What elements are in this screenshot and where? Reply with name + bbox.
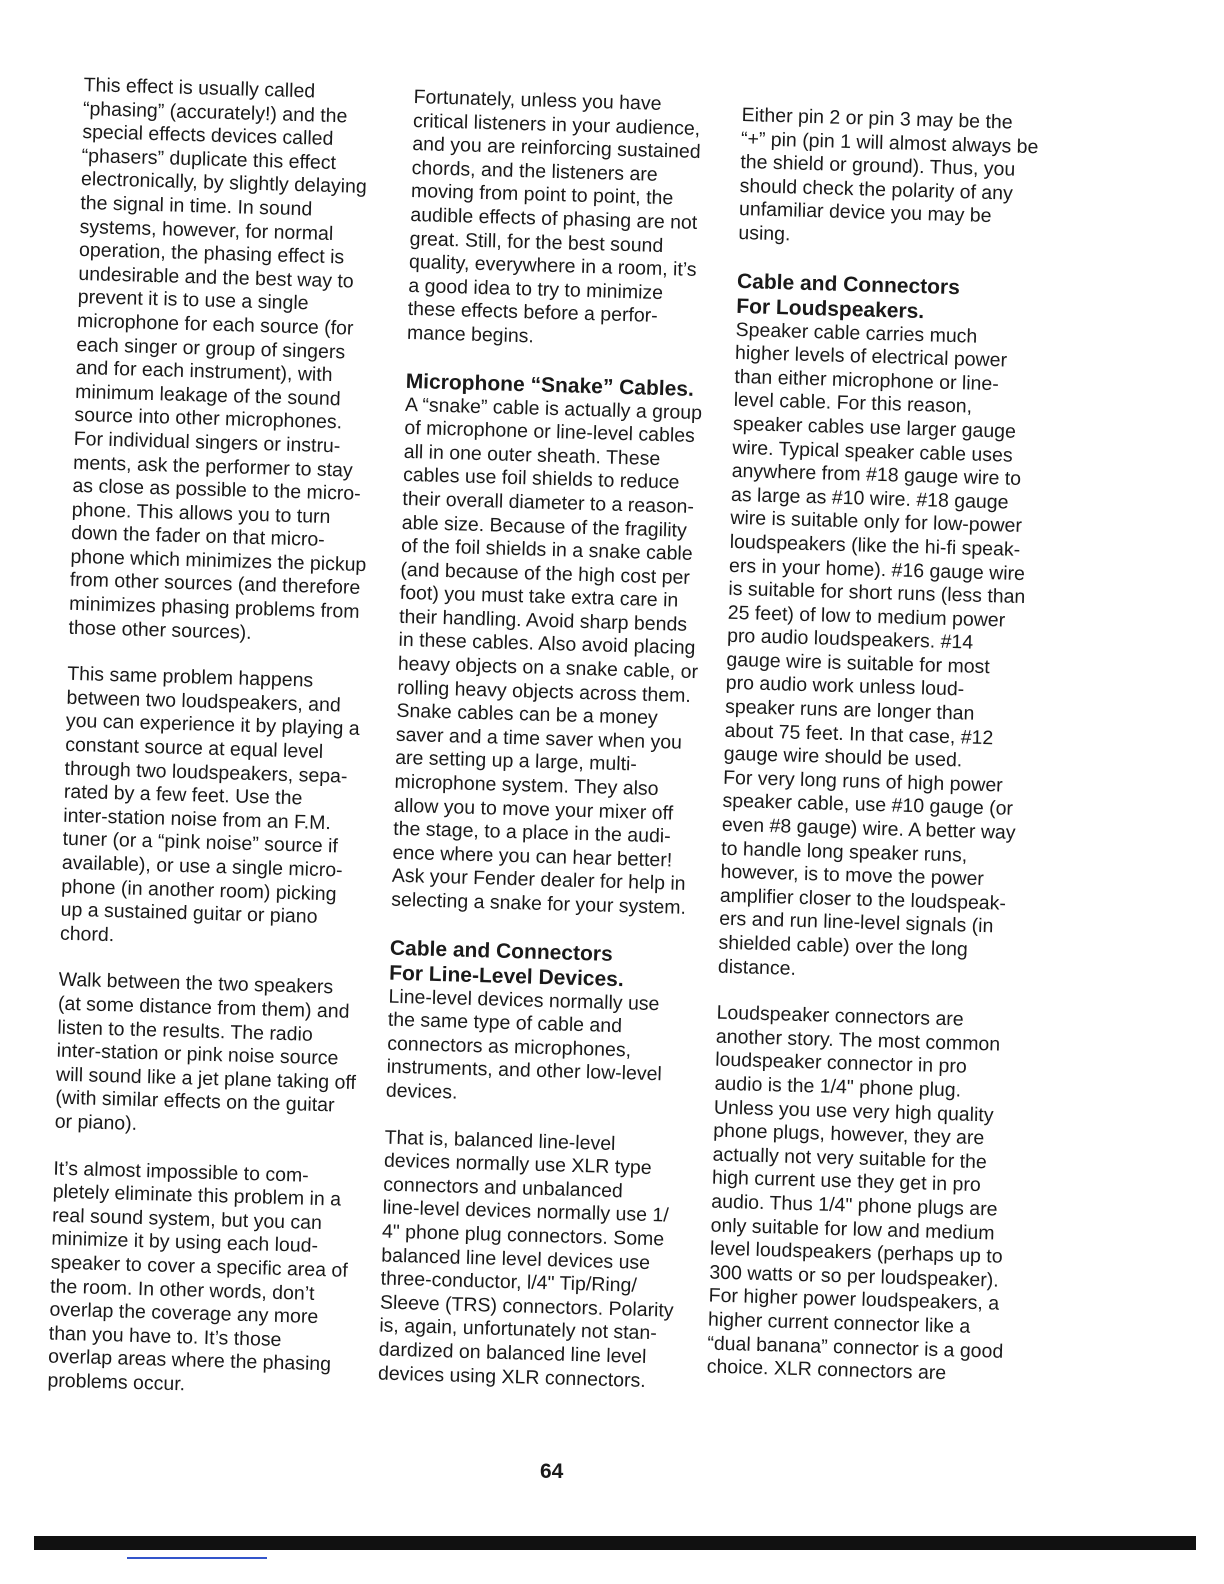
text-line: pletely eliminate this problem in a — [52, 1180, 342, 1211]
section-heading: Cable and Connectors — [736, 269, 961, 299]
section-heading: Cable and Connectors — [389, 936, 614, 966]
text-line: (at some distance from them) and — [57, 992, 350, 1023]
text-line: connectors and unbalanced — [383, 1173, 624, 1203]
text-line: higher current connector like a — [707, 1308, 971, 1338]
text-line: 300 watts or so per loudspeaker). — [709, 1261, 999, 1292]
text-line: higher levels of electrical power — [734, 342, 1008, 372]
text-line: able size. Because of the fragility — [401, 511, 688, 542]
text-line: is, again, unfortunately not stan- — [379, 1314, 658, 1345]
text-line: pro audio work unless loud- — [725, 672, 965, 701]
text-line: amplifier closer to the loudspeak- — [719, 884, 1007, 915]
text-line: rolling heavy objects across them. — [396, 676, 692, 707]
text-line: This effect is usually called — [83, 74, 316, 103]
text-line: line-level devices normally use 1/ — [382, 1196, 669, 1227]
text-line: devices using XLR connectors. — [377, 1362, 646, 1392]
text-line: however, is to move the power — [720, 860, 985, 891]
text-line: “phasers” duplicate this effect — [81, 144, 337, 174]
text-line: gauge wire should be used. — [723, 743, 963, 772]
page-number: 64 — [540, 1460, 564, 1483]
text-line: heavy objects on a snake cable, or — [397, 652, 699, 684]
text-line: ence where you can hear better! — [392, 841, 673, 872]
text-line: available), or use a single micro- — [61, 851, 343, 882]
text-line: real sound system, but you can — [51, 1204, 323, 1234]
text-line: these effects before a perfor- — [407, 298, 659, 328]
text-line: balanced line level devices use — [381, 1244, 651, 1274]
text-line: wire. Typical speaker cable uses — [732, 436, 1013, 467]
text-line: allow you to move your mixer off — [393, 794, 674, 825]
text-line: than either microphone or line- — [734, 365, 1000, 396]
text-line: speaker cables use larger gauge — [732, 412, 1017, 443]
text-line: of microphone or line-level cables — [404, 416, 696, 448]
text-line: quality, everywhere in a room, it’s — [408, 251, 697, 282]
text-line: foot) you must take extra care in — [399, 582, 679, 612]
text-line: microphone system. They also — [394, 770, 659, 801]
text-line: devices. — [385, 1079, 458, 1104]
text-line: undesirable and the best way to — [78, 262, 354, 293]
text-line: cables use foil shields to reduce — [402, 464, 680, 494]
text-line: those other sources). — [68, 616, 252, 644]
text-line: between two loudspeakers, and — [66, 686, 342, 717]
text-line: the same type of cable and — [387, 1008, 623, 1038]
text-line: gauge wire is suitable for most — [726, 648, 991, 679]
text-line: “dual banana” connector is a good — [707, 1332, 1004, 1363]
text-line: inter-station or pink noise source — [56, 1039, 339, 1070]
text-line: systems, however, for normal — [79, 215, 334, 245]
text-line: listen to the results. The radio — [57, 1016, 314, 1046]
text-line: Either pin 2 or pin 3 may be the — [741, 104, 1013, 134]
text-line: speaker runs are longer than — [724, 695, 975, 725]
text-line: down the fader on that micro- — [70, 522, 326, 552]
text-line: loudspeakers (like the hi-fi speak- — [729, 530, 1021, 561]
text-line: operation, the phasing effect is — [78, 239, 345, 269]
text-line: audio is the 1/4" phone plug. — [714, 1072, 962, 1102]
text-line: “+” pin (pin 1 will almost always be — [740, 127, 1039, 158]
section-heading: Microphone “Snake” Cables. — [405, 369, 695, 401]
text-line: special effects devices called — [82, 121, 334, 151]
text-line: Sleeve (TRS) connectors. Polarity — [379, 1291, 674, 1322]
text-line: unfamiliar device you may be — [738, 198, 992, 228]
text-line: ers in your home). #16 gauge wire — [728, 554, 1026, 585]
text-line: It’s almost impossible to com- — [53, 1157, 310, 1187]
text-line: mance begins. — [406, 321, 535, 348]
text-line: Unless you use very high quality — [713, 1096, 994, 1126]
text-line: is suitable for short runs (less than — [728, 577, 1026, 609]
text-line: For higher power loudspeakers, a — [708, 1284, 1000, 1315]
text-line: each singer or group of singers — [76, 333, 346, 363]
text-line: through two loudspeakers, sepa- — [64, 757, 348, 788]
text-line: phone plugs, however, they are — [713, 1119, 985, 1150]
text-line: the stage, to a place in the audi- — [392, 817, 671, 848]
text-line: loudspeaker connector in pro — [714, 1049, 968, 1079]
text-line: “phasing” (accurately!) and the — [82, 97, 348, 127]
text-line: as large as #10 wire. #18 gauge — [730, 483, 1009, 514]
text-line: For individual singers or instru- — [73, 427, 341, 458]
column-1 — [47, 74, 384, 1401]
text-line: up a sustained guitar or piano — [60, 898, 318, 929]
text-line: minimizes phasing problems from — [68, 592, 360, 623]
text-line: (and because of the high cost per — [400, 558, 691, 589]
text-line: 25 feet) of low to medium power — [727, 601, 1006, 632]
text-line: minimize it by using each loud- — [51, 1227, 319, 1258]
text-line: and you are reinforcing sustained — [412, 133, 701, 164]
text-line: speaker cable, use #10 gauge (or — [722, 790, 1014, 821]
text-line: the signal in time. In sound — [80, 191, 313, 221]
text-line: pro audio loudspeakers. #14 — [726, 625, 974, 654]
text-line: instruments, and other low-level — [386, 1055, 663, 1086]
text-line: anywhere from #18 gauge wire to — [731, 459, 1022, 491]
text-line: wire is suitable only for low-power — [730, 507, 1023, 538]
text-line: the room. In other words, don’t — [49, 1275, 315, 1305]
text-line: all in one outer sheath. These — [403, 440, 661, 470]
text-line: For very long runs of high power — [722, 766, 1004, 797]
text-line: their handling. Avoid sharp bends — [398, 605, 688, 636]
text-line: and for each instrument), with — [75, 357, 333, 387]
text-line: level loudspeakers (perhaps up to — [709, 1237, 1003, 1268]
text-line: critical listeners in your audience, — [412, 109, 701, 140]
bottom-rule — [34, 1536, 1196, 1550]
text-line: chords, and the listeners are — [411, 156, 658, 186]
text-line: problems occur. — [47, 1369, 186, 1396]
text-line: Fortunately, unless you have — [413, 86, 662, 115]
text-line: 4" phone plug connectors. Some — [381, 1220, 665, 1251]
column-3 — [706, 104, 1039, 1387]
text-line: overlap areas where the phasing — [47, 1345, 332, 1376]
text-line: actually not very suitable for the — [712, 1143, 988, 1173]
text-line: as close as possible to the micro- — [72, 474, 361, 505]
text-line: their overall diameter to a reason- — [402, 487, 695, 518]
text-line: three-conductor, l/4" Tip/Ring/ — [380, 1267, 638, 1297]
text-line: the shield or ground). Thus, you — [740, 151, 1016, 181]
text-line: audio. Thus 1/4" phone plugs are — [711, 1190, 998, 1221]
text-line: tuner (or a “pink noise” source if — [62, 828, 339, 858]
text-line: constant source at equal level — [64, 733, 324, 763]
text-line: of the foil shields in a snake cable — [400, 534, 693, 566]
text-line: phone which minimizes the pickup — [70, 545, 367, 576]
text-line: should check the polarity of any — [739, 174, 1014, 205]
text-line: Ask your Fender dealer for help in — [391, 865, 686, 896]
text-line: level cable. For this reason, — [733, 389, 973, 418]
text-line: distance. — [717, 955, 797, 980]
text-line: source into other microphones. — [74, 404, 343, 434]
text-line: using. — [738, 221, 791, 246]
text-line: ments, ask the performer to stay — [72, 451, 353, 482]
text-line: selecting a snake for your system. — [390, 888, 687, 919]
text-line: only suitable for low and medium — [710, 1214, 995, 1245]
text-line: speaker to cover a specific area of — [50, 1251, 348, 1282]
text-line: moving from point to point, the — [410, 180, 674, 210]
text-line: a good idea to try to minimize — [408, 274, 664, 304]
text-line: Walk between the two speakers — [58, 969, 334, 999]
text-line: shielded cable) over the long — [718, 931, 969, 961]
text-line: about 75 feet. In that case, #12 — [724, 719, 994, 749]
text-line: Line-level devices normally use — [388, 985, 660, 1015]
text-line: chord. — [59, 922, 115, 946]
text-line: another story. The most common — [715, 1025, 1001, 1056]
text-line: devices normally use XLR type — [383, 1149, 652, 1180]
text-line: saver and a time saver when you — [395, 723, 683, 754]
text-line: connectors as microphones, — [386, 1032, 632, 1062]
text-line: high current use they get in pro — [711, 1166, 982, 1197]
text-line: will sound like a jet plane taking off — [55, 1063, 357, 1094]
text-line: to handle long speaker runs, — [720, 837, 968, 867]
text-line: That is, balanced line-level — [384, 1126, 616, 1155]
text-line: minimum leakage of the sound — [74, 380, 341, 411]
scan-mark — [127, 1557, 267, 1559]
text-line: ers and run line-level signals (in — [718, 908, 994, 938]
text-line: audible effects of phasing are not — [410, 203, 698, 234]
section-heading: For Line-Level Devices. — [388, 961, 625, 991]
text-line: electronically, by slightly delaying — [80, 168, 368, 199]
text-line: phone (in another room) picking — [61, 875, 337, 905]
text-line: Loudspeaker connectors are — [716, 1001, 964, 1031]
text-line: Speaker cable carries much — [735, 318, 978, 348]
text-line: great. Still, for the best sound — [409, 227, 664, 257]
text-line: prevent it is to use a single — [77, 286, 309, 315]
text-line: microphone for each source (for — [76, 309, 354, 340]
text-line: Snake cables can be a money — [396, 700, 659, 730]
text-line: overlap the coverage any more — [49, 1298, 319, 1329]
column-2 — [378, 86, 714, 1394]
text-line: or piano). — [54, 1110, 138, 1135]
text-line: rated by a few feet. Use the — [63, 780, 303, 810]
text-line: phone. This allows you to turn — [71, 498, 331, 528]
text-line: dardized on balanced line level — [378, 1338, 647, 1368]
text-line: This same problem happens — [66, 663, 314, 692]
text-line: A “snake” cable is actually a group — [404, 393, 703, 424]
text-line: than you have to. It’s those — [48, 1322, 282, 1351]
section-heading: For Loudspeakers. — [736, 294, 925, 323]
text-line: in these cables. Also avoid placing — [398, 629, 696, 660]
text-line: inter-station noise from an F.M. — [62, 804, 332, 834]
text-line: (with similar effects on the guitar — [55, 1086, 335, 1117]
text-line: even #8 gauge) wire. A better way — [721, 813, 1016, 844]
text-line: you can experience it by playing a — [65, 710, 360, 741]
text-line: are setting up a large, multi- — [394, 747, 638, 776]
text-line: choice. XLR connectors are — [706, 1355, 947, 1385]
text-line: from other sources (and therefore — [69, 569, 361, 600]
